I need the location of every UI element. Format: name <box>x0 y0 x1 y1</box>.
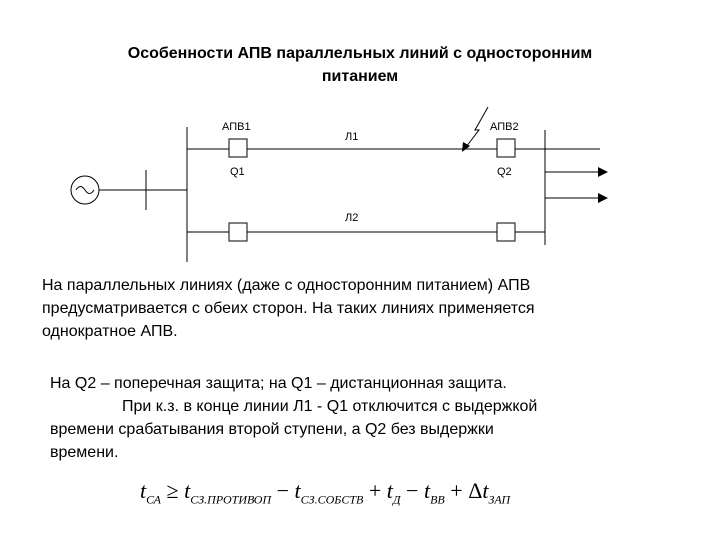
formula-sub-zap: ЗАП <box>488 492 511 507</box>
title-line-1: Особенности АПВ параллельных линий с односторонним <box>127 45 593 62</box>
formula-sub-sobstv: СЗ.СОБСТВ <box>300 492 364 507</box>
formula-sub-d: Д <box>392 492 401 507</box>
paragraph-2-line-2-wrap <box>50 395 690 418</box>
load-arrowhead-2-icon <box>598 193 608 203</box>
breaker-q2 <box>497 139 515 157</box>
label-apv1: АПВ1 <box>222 121 251 133</box>
formula-t: t <box>423 478 431 503</box>
formula-t: t <box>294 478 301 503</box>
paragraph-2-line-2: При к.з. в конце линии Л1 - Q1 отключится с выдержкой <box>122 398 538 415</box>
paragraph-apv-both-sides <box>42 274 682 343</box>
generator-sine-icon <box>76 187 94 194</box>
paragraph-1-line-3: однократное АПВ. <box>42 323 178 340</box>
label-l1: Л1 <box>345 131 359 143</box>
label-q1: Q1 <box>230 166 245 178</box>
paragraph-protection <box>50 372 690 464</box>
formula-t: t <box>140 478 147 503</box>
paragraph-1-line-1: На параллельных линиях (даже с односторонним питанием) АПВ <box>42 277 531 294</box>
formula-ge: ≥ <box>166 478 179 503</box>
formula-minus: − <box>406 478 419 503</box>
formula-t: t <box>386 478 393 503</box>
formula-minus: − <box>276 478 290 503</box>
label-q2: Q2 <box>497 166 512 178</box>
formula-plus: + <box>368 478 382 503</box>
formula-sub-ca: СА <box>146 492 162 507</box>
breaker-l2-right <box>497 223 515 241</box>
load-arrowhead-1-icon <box>598 167 608 177</box>
formula-t: t <box>482 478 489 503</box>
formula-t: t <box>184 478 191 503</box>
formula-sub-protivop: СЗ.ПРОТИВОП <box>190 492 272 507</box>
paragraph-1-line-2: предусматривается с обеих сторон. На таких линиях применяется <box>42 300 535 317</box>
formula-delta: Δ <box>468 478 483 503</box>
paragraph-2-line-1: На Q2 – поперечная защита; на Q1 – дистанционная защита. <box>50 375 507 392</box>
paragraph-2-line-3: времени срабатывания второй ступени, а Q2 без выдержки <box>50 421 494 438</box>
label-l2: Л2 <box>345 212 359 224</box>
timing-formula <box>140 478 510 507</box>
formula-sub-vv: ВВ <box>430 492 445 507</box>
title-line-2: питанием <box>321 68 399 85</box>
breaker-l2-left <box>229 223 247 241</box>
fault-lightning-icon <box>466 107 488 147</box>
breaker-q1 <box>229 139 247 157</box>
paragraph-2-line-4: времени. <box>50 444 119 461</box>
label-apv2: АПВ2 <box>490 121 519 133</box>
formula-plus: + <box>450 478 463 503</box>
